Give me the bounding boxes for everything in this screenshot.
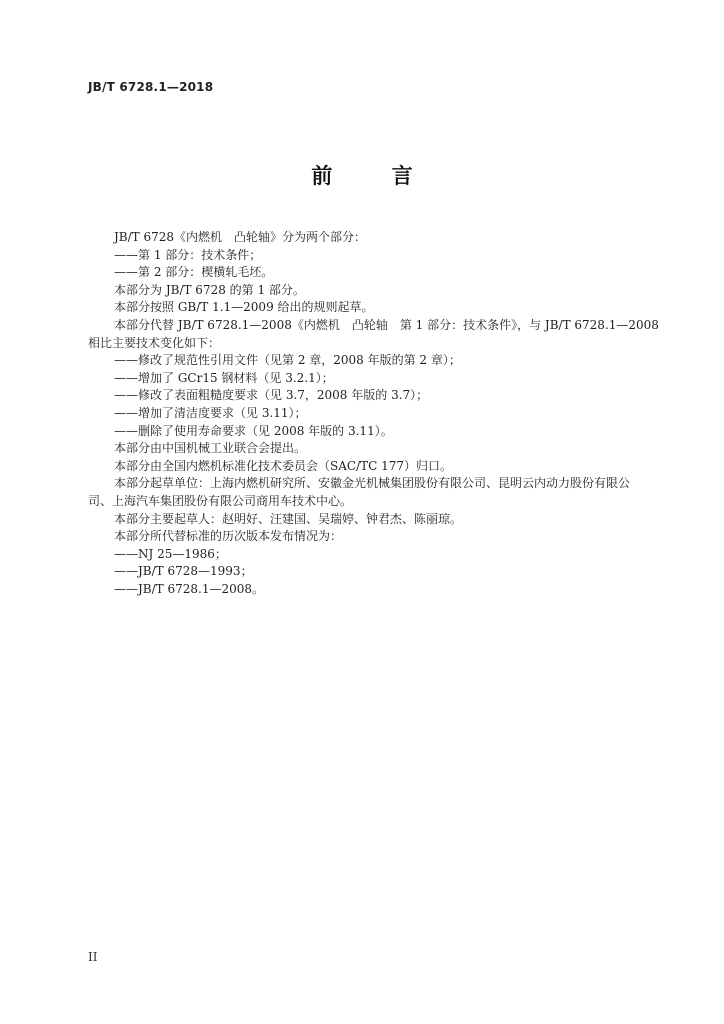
list-item-change-5: ——删除了使用寿命要求（见 2008 年版的 3.11）。 <box>114 423 393 438</box>
list-item-change-3: ——修改了表面粗糙度要求（见 3.7，2008 年版的 3.7）； <box>114 388 429 403</box>
page-number: II <box>88 950 98 964</box>
paragraph-main-drafters: 本部分主要起草人：赵明好、汪建国、吴瑞婷、钟君杰、陈丽琼。 <box>114 511 463 526</box>
list-item-change-2: ——增加了 GCr15 钢材料（见 3.2.1）； <box>114 370 334 385</box>
paragraph-under-jurisdiction: 本部分由全国内燃机标准化技术委员会（SAC/TC 177）归口。 <box>114 458 453 473</box>
list-item-edition-1: ——NJ 25—1986； <box>114 546 227 561</box>
list-item-change-4: ——增加了清洁度要求（见 3.11）； <box>114 405 307 420</box>
list-item-edition-2: ——JB/T 6728—1993； <box>114 564 253 579</box>
paragraph-part-statement: 本部分为 JB/T 6728 的第 1 部分。 <box>114 282 305 297</box>
paragraph-parts-intro: JB/T 6728《内燃机 凸轮轴》分为两个部分： <box>114 230 367 244</box>
paragraph-drafting-rules: 本部分按照 GB/T 1.1—2009 给出的规则起草。 <box>114 300 374 315</box>
list-item-change-1: ——修改了规范性引用文件（见第 2 章，2008 年版的第 2 章）； <box>114 353 461 368</box>
paragraph-replaces: 本部分代替 JB/T 6728.1—2008《内燃机 凸轮轴 第 1 部分：技术条件》，与 JB/T 6728.1—2008 <box>114 317 659 332</box>
page-title: 前 言 <box>311 164 439 188</box>
foreword-body <box>88 229 660 598</box>
list-item-part-1: ——第 1 部分：技术条件； <box>114 247 262 262</box>
paragraph-drafting-units-continued: 司、上海汽车集团股份有限公司商用车技术中心。 <box>88 493 353 508</box>
list-item-part-2: ——第 2 部分：楔横轧毛坯。 <box>114 265 274 280</box>
list-item-edition-3: ——JB/T 6728.1—2008。 <box>114 581 265 596</box>
paragraph-drafting-units: 本部分起草单位：上海内燃机研究所、安徽金光机械集团股份有限公司、昆明云内动力股份有限公 <box>114 476 631 491</box>
standard-code-header: JB/T 6728.1—2018 <box>88 80 214 94</box>
paragraph-replaces-continued: 相比主要技术变化如下： <box>88 335 221 350</box>
paragraph-previous-editions: 本部分所代替标准的历次版本发布情况为： <box>114 529 343 544</box>
paragraph-proposed-by: 本部分由中国机械工业联合会提出。 <box>114 441 307 456</box>
